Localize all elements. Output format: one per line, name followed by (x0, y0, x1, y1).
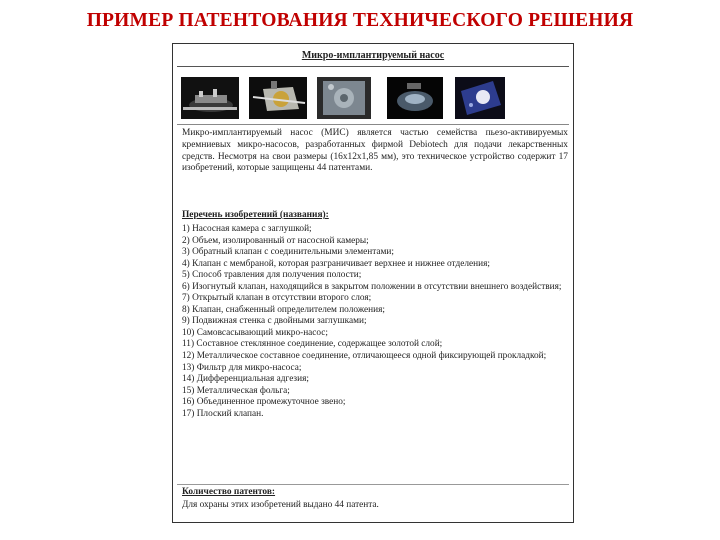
invention-item: 13) Фильтр для микро-насоса; (182, 362, 302, 373)
divider (177, 66, 569, 67)
invention-item: 15) Металлическая фольга; (182, 385, 290, 396)
invention-item: 17) Плоский клапан. (182, 408, 264, 419)
intro-paragraph: Микро-имплантируемый насос (МИС) является частью семейства пьезо-активируемых кремниевых микро-насосов, разработанных фирмой Debiotech для подачи лекарственных средств. Несмотря на свои размеры (16х12х1,85 мм), это техническое устройство содержит 17 изобретений, которые защищены 44 патентами. (182, 128, 568, 174)
invention-item: 7) Открытый клапан в отсутствии второго слоя; (182, 293, 372, 304)
invention-item: 2) Объем, изолированный от насосной камеры; (182, 235, 369, 246)
valve-closeup-photo-icon (387, 77, 443, 119)
slide-title: ПРИМЕР ПАТЕНТОВАНИЯ ТЕХНИЧЕСКОГО РЕШЕНИЯ (86, 10, 634, 31)
invention-item: 11) Составное стеклянное соединение, содержащее золотой слой; (182, 339, 443, 350)
invention-item: 1) Насосная камера с заглушкой; (182, 224, 312, 234)
invention-item: 8) Клапан, снабженный определителем положения; (182, 304, 385, 315)
patent-document (172, 43, 574, 523)
inventions-heading: Перечень изобретений (названия): (182, 210, 329, 220)
invention-item: 4) Клапан с мембраной, которая разграничивает верхнее и нижнее отделения; (182, 258, 490, 269)
inventions-list (182, 224, 568, 420)
invention-item: 6) Изогнутый клапан, находящийся в закрытом положении в отсутствии внешнего воздействия; (182, 281, 562, 292)
patents-count-text: Для охраны этих изобретений выдано 44 патента. (182, 500, 379, 510)
invention-item: 14) Дифференциальная адгезия; (182, 374, 309, 385)
invention-item: 9) Подвижная стенка с двойными заглушками; (182, 316, 367, 327)
pump-assembly-photo-icon (249, 77, 307, 119)
document-title: Микро-имплантируемый насос (301, 50, 445, 61)
pump-device-photo-icon (181, 77, 239, 119)
invention-item: 16) Объединенное промежуточное звено; (182, 397, 346, 408)
blue-chip-photo-icon (455, 77, 505, 119)
invention-item: 12) Металлическое составное соединение, отличающееся одной фиксирующей прокладкой; (182, 351, 547, 362)
invention-item: 5) Способ травления для получения полости; (182, 270, 362, 281)
divider (177, 484, 569, 485)
silicon-chip-photo-icon (317, 77, 371, 119)
invention-item: 10) Самовсасывающий микро-насос; (182, 327, 329, 338)
divider (177, 124, 569, 125)
invention-item: 3) Обратный клапан с соединительными элементами; (182, 247, 394, 258)
patents-heading: Количество патентов: (182, 487, 276, 497)
